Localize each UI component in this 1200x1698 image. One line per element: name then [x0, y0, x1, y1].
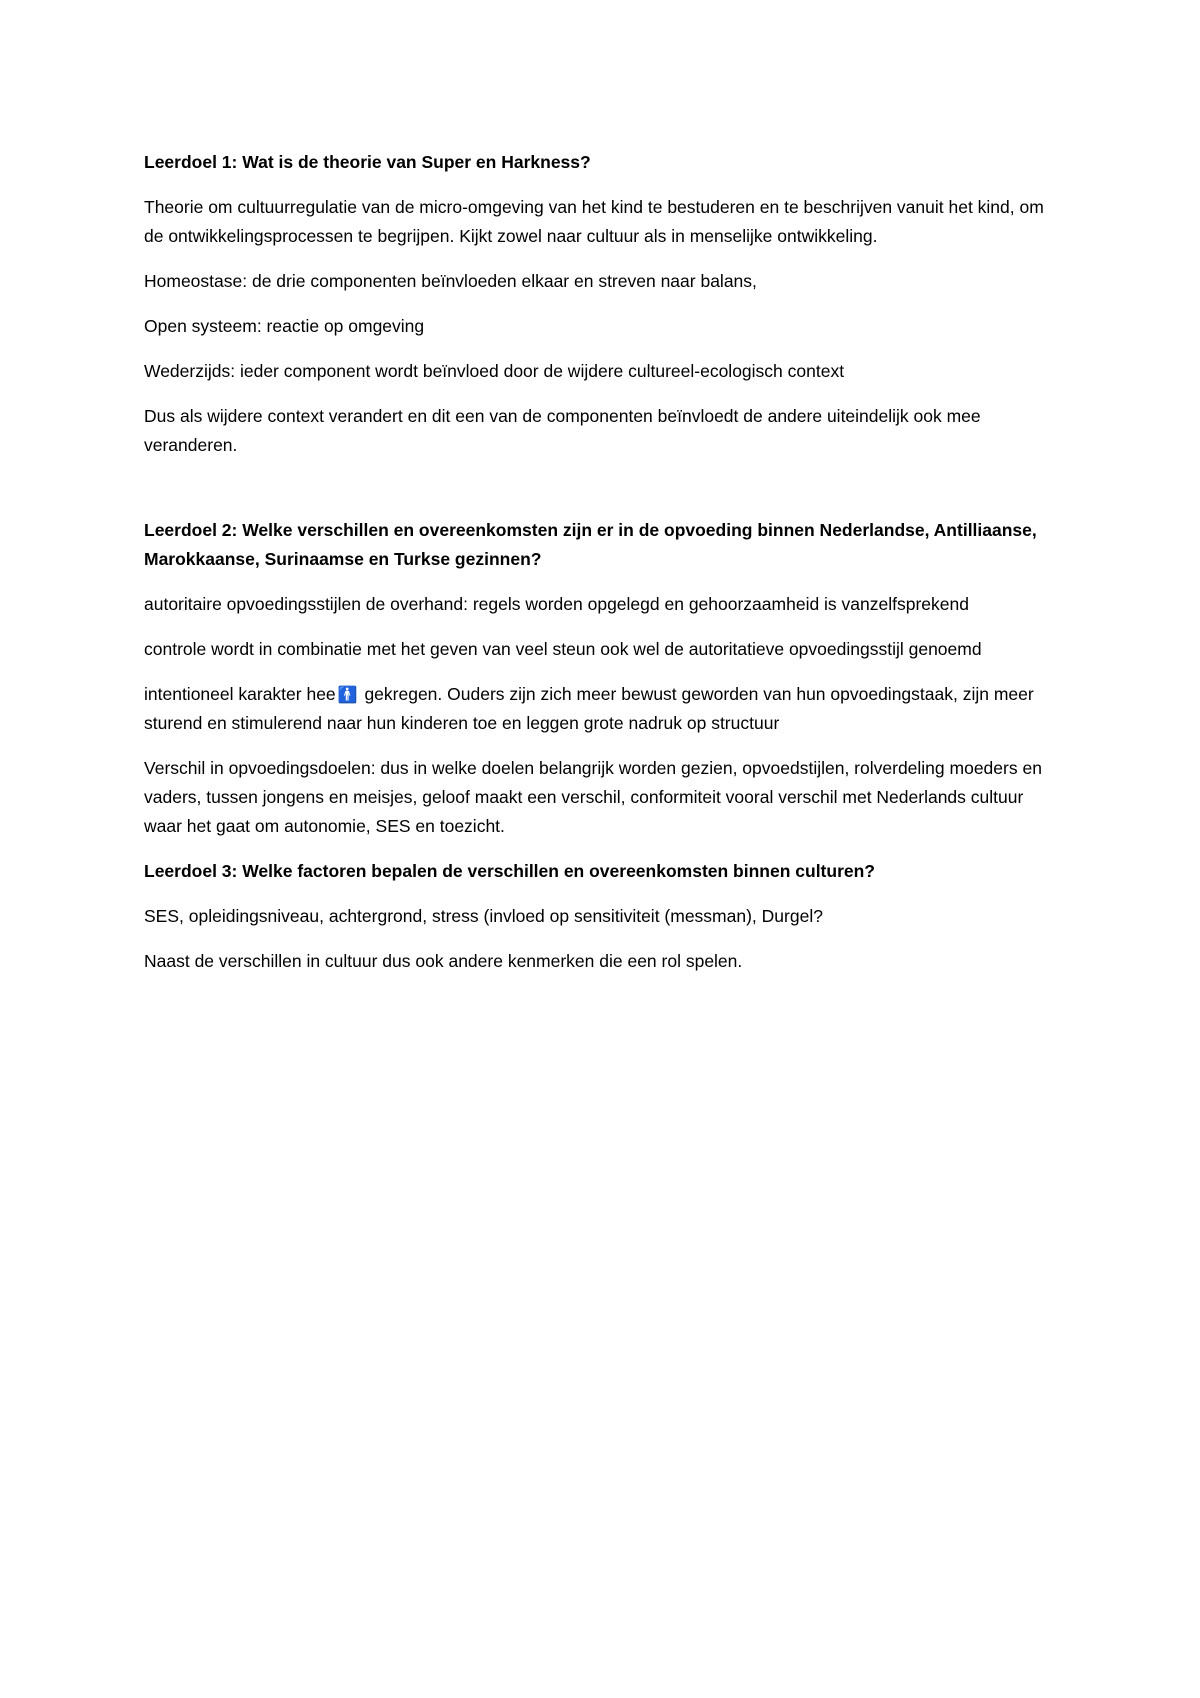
section1-paragraph-3: Open systeem: reactie op omgeving [144, 316, 425, 336]
person-glyph-icon: 🚹 [337, 687, 358, 704]
section1-paragraph-5: Dus als wijdere context verandert en dit een van de componenten beïnvloedt de andere uiteindelijk ook mee veranderen. [144, 406, 981, 455]
section-spacer [144, 476, 1064, 516]
section1-paragraph-1: Theorie om cultuurregulatie van de micro-omgeving van het kind te bestuderen en te beschrijven vanuit het kind, om de ontwikkelingsprocessen te begrijpen. Kijkt zowel naar cultuur als in menselijke ontwikkeling. [144, 197, 1044, 246]
section2-paragraph-4: Verschil in opvoedingsdoelen: dus in welke doelen belangrijk worden gezien, opvoedstijlen, rolverdeling moeders en vaders, tussen jongens en meisjes, geloof maakt een verschil, conformiteit vooral verschil met Nederlands cultuur waar het gaat om autonomie, SES en toezicht. [144, 758, 1042, 836]
section2-paragraph-1: autoritaire opvoedingsstijlen de overhand: regels worden opgelegd en gehoorzaamheid is vanzelfsprekend [144, 594, 969, 614]
document-page [144, 148, 1064, 992]
section2-paragraph-3-start: intentioneel karakter hee [144, 684, 336, 704]
section2-paragraph-3-end: gekregen. Ouders zijn zich meer bewust geworden van hun opvoedingstaak, zijn meer sturend en stimulerend naar hun kinderen toe en leggen grote nadruk op structuur [144, 684, 1034, 733]
section3-heading: Leerdoel 3: Welke factoren bepalen de verschillen en overeenkomsten binnen culturen? [144, 861, 876, 881]
section1-paragraph-2: Homeostase: de drie componenten beïnvloeden elkaar en streven naar balans, [144, 271, 757, 291]
section3-paragraph-2: Naast de verschillen in cultuur dus ook andere kenmerken die een rol spelen. [144, 951, 743, 971]
section2-paragraph-2: controle wordt in combinatie met het geven van veel steun ook wel de autoritatieve opvoedingsstijl genoemd [144, 639, 982, 659]
section1-paragraph-4: Wederzijds: ieder component wordt beïnvloed door de wijdere cultureel-ecologisch context [144, 361, 845, 381]
section2-heading: Leerdoel 2: Welke verschillen en overeenkomsten zijn er in de opvoeding binnen Nederlandse, Antilliaanse, Marokkaanse, Surinaamse en Turkse gezinnen? [144, 520, 1037, 569]
section2-paragraph-3 [144, 680, 1064, 738]
section3-paragraph-1: SES, opleidingsniveau, achtergrond, stress (invloed op sensitiviteit (messman), Durgel? [144, 906, 823, 926]
section1-heading: Leerdoel 1: Wat is de theorie van Super en Harkness? [144, 152, 591, 172]
